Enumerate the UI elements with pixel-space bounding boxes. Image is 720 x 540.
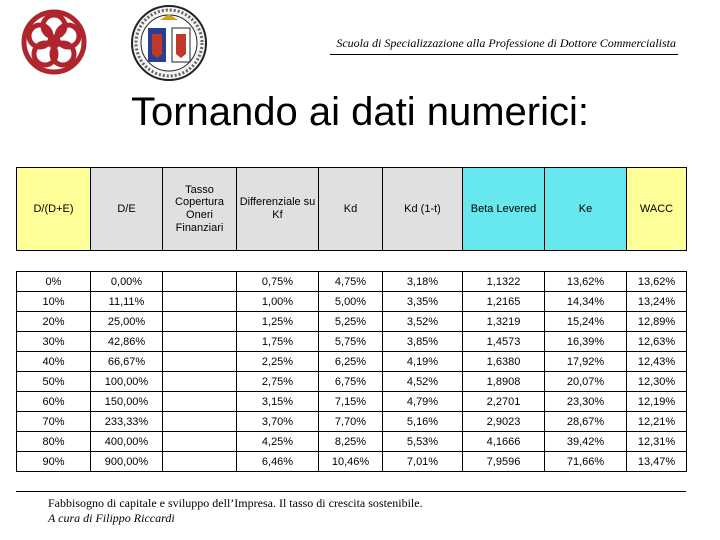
table-cell: 4,19% [383,352,463,372]
table-cell: 12,31% [627,432,687,452]
table-row [17,392,687,412]
table-cell: 5,75% [319,332,383,352]
table-cell: 25,00% [91,312,163,332]
table-row [17,312,687,332]
header-divider [330,54,678,55]
table-cell: 1,4573 [463,332,545,352]
column-header: D/E [91,168,163,251]
column-header: D/(D+E) [17,168,91,251]
table-cell: 2,2701 [463,392,545,412]
table-cell: 40% [17,352,91,372]
knot-logo-icon [18,6,90,78]
table-row [17,432,687,452]
table-cell: 0,75% [237,272,319,292]
table-cell: 60% [17,392,91,412]
table-cell [163,452,237,472]
table-cell: 900,00% [91,452,163,472]
table-cell: 12,63% [627,332,687,352]
table-cell: 90% [17,452,91,472]
table-cell: 4,25% [237,432,319,452]
table-cell: 4,52% [383,372,463,392]
table-cell: 28,67% [545,412,627,432]
table-cell: 12,21% [627,412,687,432]
table-cell: 1,00% [237,292,319,312]
table-cell: 3,18% [383,272,463,292]
slide-title: Tornando ai dati numerici: [130,90,590,134]
table-cell: 2,9023 [463,412,545,432]
column-header: WACC [627,168,687,251]
table-row [17,292,687,312]
table-cell: 5,25% [319,312,383,332]
table-row [17,452,687,472]
table-cell: 233,33% [91,412,163,432]
table-cell: 6,25% [319,352,383,372]
table-row [17,372,687,392]
table-cell: 12,30% [627,372,687,392]
table-cell: 150,00% [91,392,163,412]
table-cell: 4,1666 [463,432,545,452]
table-cell: 400,00% [91,432,163,452]
table-cell: 13,24% [627,292,687,312]
table-cell [163,332,237,352]
table-cell: 7,01% [383,452,463,472]
table-cell: 3,35% [383,292,463,312]
table-cell: 13,47% [627,452,687,472]
table-cell: 3,70% [237,412,319,432]
university-seal-icon [130,4,208,82]
table-cell: 70% [17,412,91,432]
table-cell: 10% [17,292,91,312]
table-cell [163,412,237,432]
school-name: Scuola di Specializzazione alla Professione di Dottore Commercialista [336,36,676,50]
table-header [16,167,687,251]
table-row [17,352,687,372]
column-header: Beta Levered [463,168,545,251]
table-cell: 8,25% [319,432,383,452]
table-cell: 10,46% [319,452,383,472]
table-cell: 3,85% [383,332,463,352]
table-cell: 0,00% [91,272,163,292]
table-cell: 1,3219 [463,312,545,332]
table-cell: 1,1322 [463,272,545,292]
table-cell: 1,6380 [463,352,545,372]
table-cell [163,352,237,372]
table-row [17,412,687,432]
table-cell [163,312,237,332]
table-cell [163,432,237,452]
column-header: Tasso Copertura Oneri Finanziari [163,168,237,251]
table-cell: 6,46% [237,452,319,472]
table-row [17,332,687,352]
table-row [17,272,687,292]
table-cell: 12,43% [627,352,687,372]
table-cell: 5,00% [319,292,383,312]
data-table [16,271,687,472]
table-cell: 1,25% [237,312,319,332]
table-cell: 30% [17,332,91,352]
table-cell: 4,75% [319,272,383,292]
table-cell [163,272,237,292]
table-cell: 3,52% [383,312,463,332]
table-cell: 11,11% [91,292,163,312]
table-cell: 16,39% [545,332,627,352]
table-cell: 14,34% [545,292,627,312]
table-cell: 1,2165 [463,292,545,312]
table-cell: 13,62% [627,272,687,292]
table-cell: 42,86% [91,332,163,352]
column-header: Kd [319,168,383,251]
table-cell: 6,75% [319,372,383,392]
table-cell: 2,75% [237,372,319,392]
table-cell: 20% [17,312,91,332]
column-header: Differenziale su Kf [237,168,319,251]
table-cell [163,372,237,392]
table-cell: 12,89% [627,312,687,332]
table-cell: 13,62% [545,272,627,292]
table-cell: 17,92% [545,352,627,372]
table-cell: 4,79% [383,392,463,412]
table-cell: 15,24% [545,312,627,332]
table-cell [163,392,237,412]
table-cell: 23,30% [545,392,627,412]
footer-author: A cura di Filippo Riccardi [48,511,175,525]
table-cell [163,292,237,312]
table-cell: 7,70% [319,412,383,432]
table-cell: 5,53% [383,432,463,452]
column-header: Ke [545,168,627,251]
footer-divider [16,491,686,492]
table-cell: 20,07% [545,372,627,392]
table-cell: 5,16% [383,412,463,432]
table-cell: 1,75% [237,332,319,352]
footer-course-title: Fabbisogno di capitale e sviluppo dell’Impresa. Il tasso di crescita sostenibile. [48,496,423,510]
table-cell: 3,15% [237,392,319,412]
column-header: Kd (1-t) [383,168,463,251]
table-cell: 2,25% [237,352,319,372]
table-cell: 80% [17,432,91,452]
table-cell: 66,67% [91,352,163,372]
table-cell: 39,42% [545,432,627,452]
table-cell: 12,19% [627,392,687,412]
table-cell: 0% [17,272,91,292]
table-cell: 100,00% [91,372,163,392]
table-cell: 1,8908 [463,372,545,392]
table-cell: 71,66% [545,452,627,472]
table-cell: 7,15% [319,392,383,412]
table-cell: 50% [17,372,91,392]
table-cell: 7,9596 [463,452,545,472]
